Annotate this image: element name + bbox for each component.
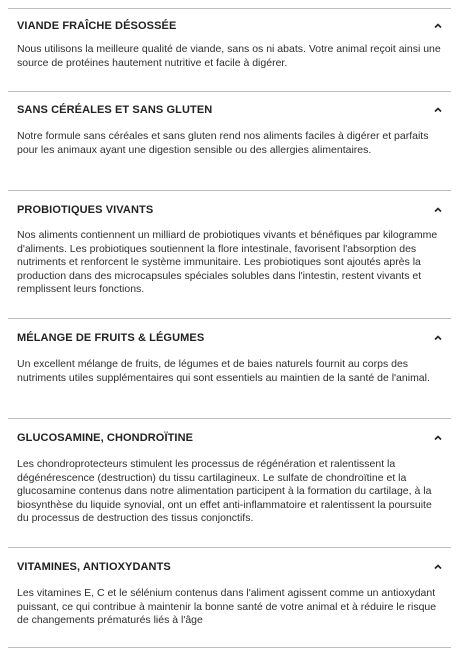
chevron-up-icon[interactable] [433,433,443,443]
section-header-fresh-meat[interactable] [8,16,451,36]
section-divider [8,318,451,319]
chevron-up-icon[interactable] [433,105,443,115]
section-header-grain-free[interactable] [8,100,451,120]
section-text: Notre formule sans céréales et sans gluten rend nos aliments faciles à digérer et parfaits pour les animaux ayant une digestion sensible ou des allergies alimentaires. [17,130,429,156]
section-text: Nos aliments contiennent un milliard de probiotiques vivants et bénéfiques par kilogramme d'aliments. Les probiotiques soutiennent la flore intestinale, favorisent l'absorption des nutriments et renforcent le système immunitaire. Les probiotiques sont ajoutés après la production dans des microcapsules spéciales solubles dans l'intestin, restent vivants et remplissent leurs fonctions. [17,229,438,296]
chevron-up-icon[interactable] [433,205,443,215]
section-divider [8,8,451,9]
section-text: Les vitamines E, C et le sélénium contenus dans l'aliment agissent comme un antioxydant puissant, ce qui contribue à maintenir la bonne santé de votre animal et à réduire le risque de changements prématurés liés à l'âge [17,587,437,627]
section-title: VIANDE FRAÎCHE DÉSOSSÉE [17,20,177,32]
section-header-probiotics[interactable] [8,200,451,220]
section-header-glucosamine[interactable] [8,428,451,448]
section-title: GLUCOSAMINE, CHONDROÏTINE [17,432,194,444]
section-text: Les chondroprotecteurs stimulent les processus de régénération et ralentissent la dégénérescence (destruction) du tissu cartilagineux. Le sulfate de chondroïtine et la glucosamine contenus dans notre alimentation participent à la formation du cartilage, à la biosynthèse du liquide synovial, ont un effet anti-inflammatoire et ralentissent la poursuite du processus de destruction des tissus conjonctifs. [17,458,432,525]
section-title: SANS CÉRÉALES ET SANS GLUTEN [17,104,213,116]
section-text: Nous utilisons la meilleure qualité de viande, sans os ni abats. Votre animal reçoit ainsi une source de protéines hautement nutritive et facile à digérer. [17,43,441,69]
section-header-vitamins[interactable] [8,557,451,577]
section-divider [8,91,451,92]
section-divider [8,547,451,548]
section-header-fruits-vegetables[interactable] [8,328,451,348]
section-text: Un excellent mélange de fruits, de légumes et de baies naturels fournit au corps des nutriments utiles supplémentaires qui sont essentiels au maintien de la santé de l'animal. [17,358,430,384]
chevron-up-icon[interactable] [433,333,443,343]
section-divider [8,647,451,648]
chevron-up-icon[interactable] [433,562,443,572]
section-title: VITAMINES, ANTIOXYDANTS [17,561,171,573]
chevron-up-icon[interactable] [433,21,443,31]
section-divider [8,190,451,191]
section-title: MÉLANGE DE FRUITS & LÉGUMES [17,332,205,344]
section-divider [8,418,451,419]
section-title: PROBIOTIQUES VIVANTS [17,204,154,216]
